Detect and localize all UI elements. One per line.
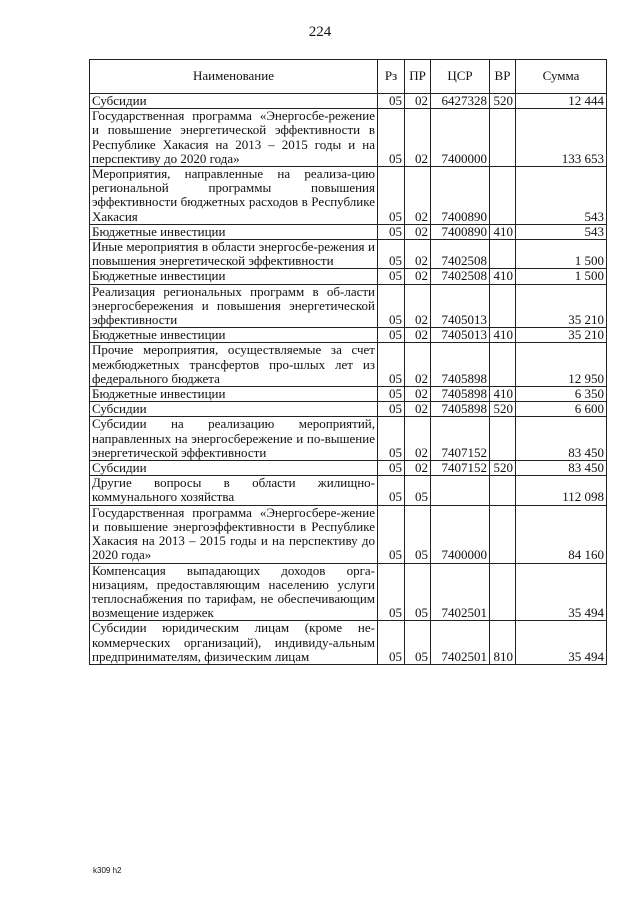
row-sum: 12 950 xyxy=(516,343,607,387)
row-name: Другие вопросы в области жилищно-коммунального хозяйства xyxy=(90,476,378,505)
row-vr xyxy=(490,417,516,461)
header-vr: ВР xyxy=(490,60,516,94)
row-sum: 35 494 xyxy=(516,621,607,665)
row-csr: 7407152 xyxy=(431,461,490,476)
table-row xyxy=(90,563,607,621)
row-vr: 410 xyxy=(490,328,516,343)
row-rz: 05 xyxy=(378,387,405,402)
row-pr: 05 xyxy=(405,563,431,621)
table-row xyxy=(90,240,607,269)
row-name: Субсидии юридическим лицам (кроме не-коммерческих организаций), индивиду-альным предпринимателям, физическим лицам xyxy=(90,621,378,665)
row-sum: 84 160 xyxy=(516,505,607,563)
row-pr: 05 xyxy=(405,621,431,665)
row-name: Бюджетные инвестиции xyxy=(90,269,378,284)
row-sum: 543 xyxy=(516,224,607,239)
row-name: Прочие мероприятия, осуществляемые за счет межбюджетных трансфертов про-шлых лет из федерального бюджета xyxy=(90,343,378,387)
row-sum: 133 653 xyxy=(516,109,607,167)
row-pr: 05 xyxy=(405,505,431,563)
table-row xyxy=(90,417,607,461)
row-csr: 7405898 xyxy=(431,387,490,402)
row-vr xyxy=(490,167,516,225)
row-vr: 410 xyxy=(490,269,516,284)
row-sum: 6 600 xyxy=(516,402,607,417)
row-rz: 05 xyxy=(378,94,405,109)
header-name: Наименование xyxy=(90,60,378,94)
row-pr: 02 xyxy=(405,269,431,284)
row-sum: 1 500 xyxy=(516,240,607,269)
table-row xyxy=(90,505,607,563)
table-header-row xyxy=(90,60,607,94)
row-pr: 02 xyxy=(405,224,431,239)
row-pr: 02 xyxy=(405,328,431,343)
row-pr: 02 xyxy=(405,402,431,417)
row-sum: 35 494 xyxy=(516,563,607,621)
row-vr: 520 xyxy=(490,402,516,417)
row-vr: 810 xyxy=(490,621,516,665)
table-row xyxy=(90,269,607,284)
row-pr: 05 xyxy=(405,476,431,505)
row-csr: 7400000 xyxy=(431,109,490,167)
row-vr xyxy=(490,563,516,621)
table-row xyxy=(90,402,607,417)
row-rz: 05 xyxy=(378,343,405,387)
row-rz: 05 xyxy=(378,476,405,505)
row-sum: 83 450 xyxy=(516,461,607,476)
row-rz: 05 xyxy=(378,461,405,476)
row-name: Субсидии xyxy=(90,94,378,109)
table-row xyxy=(90,94,607,109)
table-row xyxy=(90,224,607,239)
row-rz: 05 xyxy=(378,109,405,167)
row-vr xyxy=(490,240,516,269)
row-vr xyxy=(490,109,516,167)
row-pr: 02 xyxy=(405,461,431,476)
row-csr: 7402508 xyxy=(431,240,490,269)
table-row xyxy=(90,476,607,505)
row-vr xyxy=(490,343,516,387)
row-name: Компенсация выпадающих доходов орга-низациям, предоставляющим населению услуги теплоснабжения по тарифам, не обеспечивающим возмещение издержек xyxy=(90,563,378,621)
table-row xyxy=(90,284,607,328)
row-name: Иные мероприятия в области энергосбе-режения и повышения энергетической эффективности xyxy=(90,240,378,269)
row-csr: 7400890 xyxy=(431,167,490,225)
row-csr: 7405898 xyxy=(431,343,490,387)
row-vr: 410 xyxy=(490,224,516,239)
row-vr xyxy=(490,505,516,563)
row-sum: 543 xyxy=(516,167,607,225)
row-csr: 7402501 xyxy=(431,621,490,665)
row-pr: 02 xyxy=(405,240,431,269)
row-csr: 6427328 xyxy=(431,94,490,109)
page-number: 224 xyxy=(308,24,332,40)
row-csr: 7400890 xyxy=(431,224,490,239)
table-row xyxy=(90,461,607,476)
row-rz: 05 xyxy=(378,284,405,328)
row-sum: 35 210 xyxy=(516,328,607,343)
row-pr: 02 xyxy=(405,343,431,387)
header-sum: Сумма xyxy=(516,60,607,94)
row-rz: 05 xyxy=(378,563,405,621)
row-pr: 02 xyxy=(405,94,431,109)
row-vr: 410 xyxy=(490,387,516,402)
row-pr: 02 xyxy=(405,387,431,402)
row-sum: 1 500 xyxy=(516,269,607,284)
table-row xyxy=(90,167,607,225)
row-rz: 05 xyxy=(378,167,405,225)
row-csr: 7402508 xyxy=(431,269,490,284)
row-name: Бюджетные инвестиции xyxy=(90,328,378,343)
row-name: Государственная программа «Энергосбе-режение и повышение энергетической эффективности в Республике Хакасия на 2013 – 2015 годы и на перспективу до 2020 года» xyxy=(90,109,378,167)
header-csr: ЦСР xyxy=(431,60,490,94)
row-sum: 112 098 xyxy=(516,476,607,505)
header-rz: Рз xyxy=(378,60,405,94)
row-name: Государственная программа «Энергосбере-жение и повышение энергоэффективности в Республике Хакасия на 2013 – 2015 годы и на перспективу до 2020 года» xyxy=(90,505,378,563)
row-name: Субсидии на реализацию мероприятий, направленных на энергосбережение и по-вышение энергетической эффективности xyxy=(90,417,378,461)
row-name: Бюджетные инвестиции xyxy=(90,387,378,402)
row-vr: 520 xyxy=(490,461,516,476)
row-rz: 05 xyxy=(378,240,405,269)
row-rz: 05 xyxy=(378,505,405,563)
row-csr: 7405898 xyxy=(431,402,490,417)
footer-code: k309 h2 xyxy=(93,866,122,875)
row-pr: 02 xyxy=(405,417,431,461)
row-rz: 05 xyxy=(378,621,405,665)
row-csr: 7400000 xyxy=(431,505,490,563)
row-sum: 12 444 xyxy=(516,94,607,109)
row-name: Реализация региональных программ в об-ласти энергосбережения и повышения энергетической эффективности xyxy=(90,284,378,328)
table-row xyxy=(90,328,607,343)
row-name: Мероприятия, направленные на реализа-цию региональной программы повышения эффективности бюджетных расходов в Республике Хакасия xyxy=(90,167,378,225)
row-name: Субсидии xyxy=(90,461,378,476)
table-row xyxy=(90,343,607,387)
row-rz: 05 xyxy=(378,402,405,417)
row-sum: 6 350 xyxy=(516,387,607,402)
row-rz: 05 xyxy=(378,269,405,284)
budget-table xyxy=(89,59,607,665)
row-vr xyxy=(490,476,516,505)
row-name: Субсидии xyxy=(90,402,378,417)
row-vr xyxy=(490,284,516,328)
row-rz: 05 xyxy=(378,328,405,343)
row-csr: 7402501 xyxy=(431,563,490,621)
row-vr: 520 xyxy=(490,94,516,109)
table-row xyxy=(90,109,607,167)
table-row xyxy=(90,621,607,665)
row-sum: 83 450 xyxy=(516,417,607,461)
header-pr: ПР xyxy=(405,60,431,94)
row-name: Бюджетные инвестиции xyxy=(90,224,378,239)
row-pr: 02 xyxy=(405,109,431,167)
row-rz: 05 xyxy=(378,417,405,461)
row-sum: 35 210 xyxy=(516,284,607,328)
row-csr: 7405013 xyxy=(431,328,490,343)
row-pr: 02 xyxy=(405,284,431,328)
row-csr xyxy=(431,476,490,505)
row-rz: 05 xyxy=(378,224,405,239)
table-row xyxy=(90,387,607,402)
row-pr: 02 xyxy=(405,167,431,225)
row-csr: 7405013 xyxy=(431,284,490,328)
row-csr: 7407152 xyxy=(431,417,490,461)
